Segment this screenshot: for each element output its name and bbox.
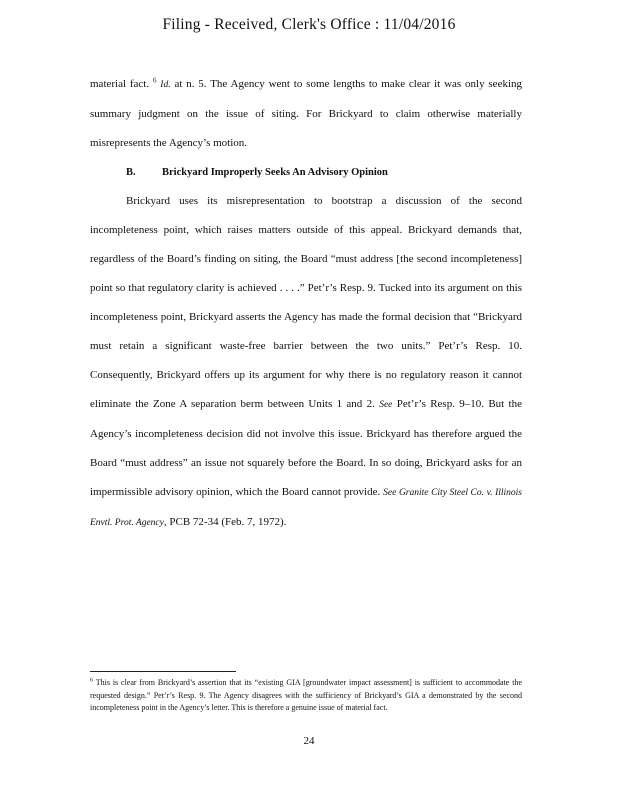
footnote-text: This is clear from Brickyard’s assertion that its “existing GIA [groundwater impact assessment] is sufficient to accommodate the requested design.” Pet’r’s Resp. 9. The Agency disagrees with the sufficiency of Brickyard’s GIA a demonstrated by the second incompleteness point in the Agency’s letter. This is therefore a genuine issue of material fact. [90,678,522,712]
subheading-letter: B. [126,167,136,178]
paragraph-continuation [90,70,522,158]
document-body [90,70,522,538]
paragraph [90,187,522,538]
section-subheading [90,158,522,187]
paragraph-text: at n. 5. The Agency went to some lengths to make clear it was only seeking summary judgment on the issue of siting. For Brickyard to claim otherwise materially misrepresents the Agency’s motion. [90,78,523,149]
subheading-title: Brickyard Improperly Seeks An Advisory Opinion [162,167,388,178]
case-citation: See Granite City Steel Co. v. Illinois Envtl. Prot. Agency [90,488,523,528]
footnote-divider [90,671,236,672]
page-number: 24 [303,735,315,747]
paragraph-text: Pet’r’s Resp. 9–10. But the Agency’s incompleteness decision did not involve this issue. Brickyard has therefore argued the Board “must address” an issue not squarely before the Board. In so doing, Brickyard asks for an impermissible advisory opinion, which the Board cannot provide. [90,398,522,498]
citation-signal: See [379,400,393,410]
filing-stamp-header: Filing - Received, Clerk's Office : 11/04/2016 [162,16,456,33]
citation-id: Id. [160,80,171,90]
footnote-number: 6 [90,677,93,684]
paragraph-text: , PCB 72-34 (Feb. 7, 1972). [163,516,287,528]
footnote-reference: 6 [152,76,157,85]
paragraph-text: Brickyard uses its misrepresentation to bootstrap a discussion of the second incompleteness point, which raises matters outside of this appeal. Brickyard demands that, regardless of the Board’s finding on siting, the Board “must address [the second incompleteness] point so that regulatory clarity is achieved . . . .” Pet’r’s Resp. 9. Tucked into its argument on this incompleteness point, Brickyard asserts the Agency has made the formal decision that “Brickyard must retain a significant waste-free barrier between the two units.” Pet’r’s Resp. 10. Consequently, Brickyard offers up its argument for why there is no regulatory reason it cannot eliminate the Zone A separation berm between Units 1 and 2. [90,195,522,410]
footnote [90,677,522,715]
paragraph-text: material fact. [90,78,150,90]
